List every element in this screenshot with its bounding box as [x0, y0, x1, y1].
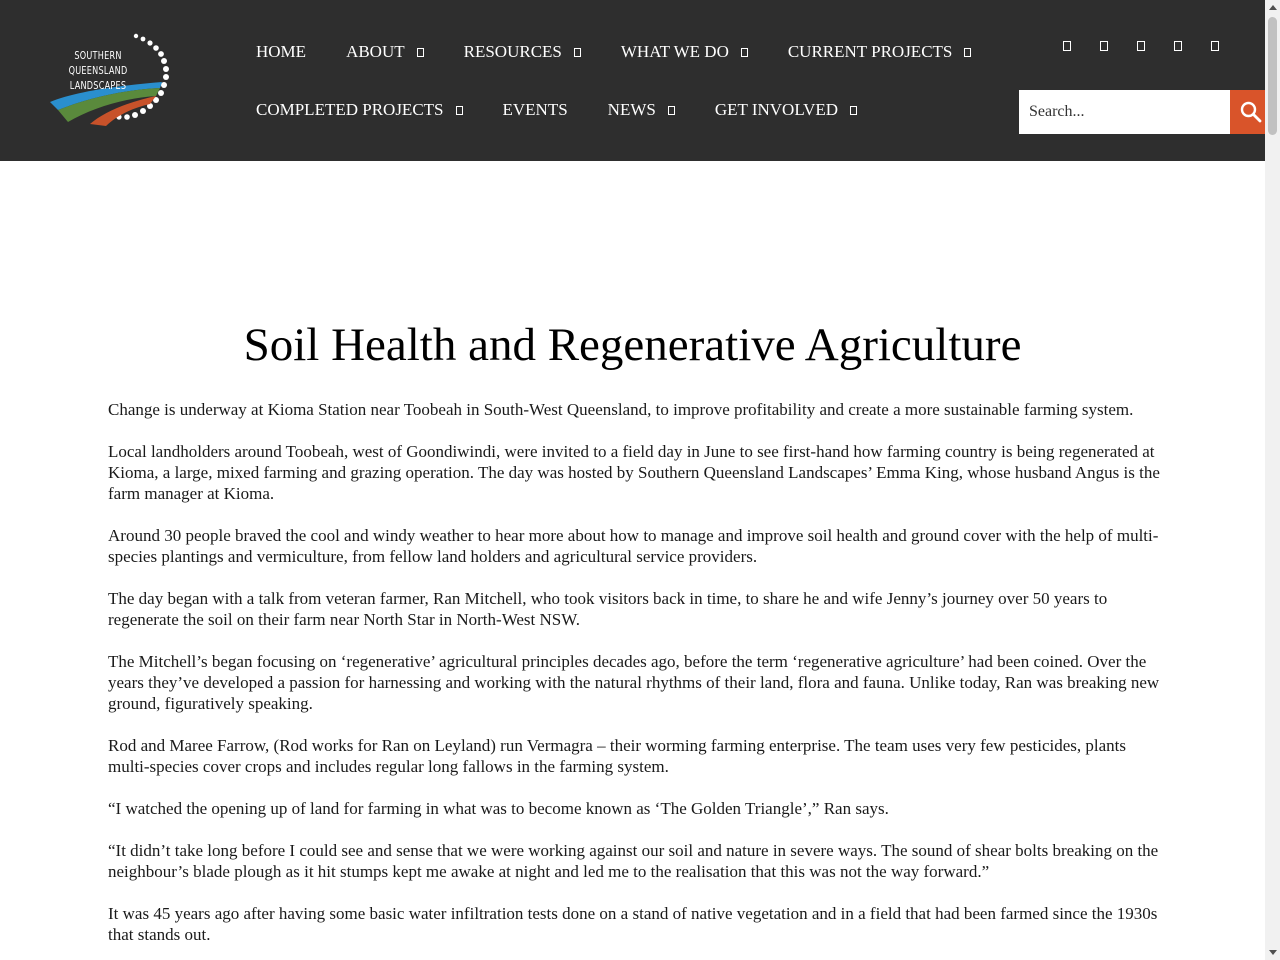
page-title: Soil Health and Regenerative Agriculture — [243, 319, 1022, 371]
main-nav-row-1 — [236, 37, 991, 67]
nav-item-resources[interactable] — [444, 42, 601, 62]
article-paragraph: Local landholders around Toobeah, west of Goondiwindi, were invited to a field day in June to see first-hand how farming country is being regenerated at Kioma, a large, mixed farming and grazing operation. The day was hosted by Southern Queensland Landscapes’ Emma King, whose husband Angus is the farm manager at Kioma. — [108, 442, 1160, 503]
article-paragraph: The Mitchell’s began focusing on ‘regenerative’ agricultural principles decades ago, before the term ‘regenerative agriculture’ had been coined. Over the years they’ve developed a passion for harnessing and working with the natural rhythms of their land, flora and fauna. Unlike today, Ran was breaking new ground, figuratively speaking. — [108, 652, 1160, 713]
nav-item-get-involved[interactable] — [695, 100, 877, 120]
nav-item-label: ABOUT — [346, 42, 405, 61]
social-icon-5[interactable] — [1211, 41, 1219, 51]
article-paragraph: It was 45 years ago after having some basic water infiltration tests done on a stand of native vegetation and in a field that had been farmed since the 1930s that stands out. — [108, 904, 1158, 944]
social-icon-3[interactable] — [1137, 41, 1145, 51]
search-form — [1019, 90, 1265, 134]
article-paragraph: “I watched the opening up of land for farming in what was to become known as ‘The Golden Triangle’,” Ran says. — [108, 799, 889, 818]
article-paragraph: “It didn’t take long before I could see and sense that we were working against our soil and nature in severe ways. The sound of shear bolts breaking on the neighbour’s blade plough as it hit stumps kept me awake at night and led me to the realisation that this was not the way forward.” — [108, 841, 1159, 881]
scrollbar-thumb[interactable] — [1268, 17, 1277, 135]
dropdown-icon — [668, 106, 675, 115]
logo-text — [48, 48, 148, 93]
nav-item-label: COMPLETED PROJECTS — [256, 100, 444, 119]
site-logo[interactable] — [44, 32, 194, 128]
nav-item-news[interactable] — [588, 100, 695, 120]
nav-item-current-projects[interactable] — [768, 42, 992, 62]
nav-item-label: NEWS — [607, 100, 656, 119]
article-paragraph: Around 30 people braved the cool and windy weather to hear more about how to manage and improve soil health and ground cover with the help of multi-species plantings and vermiculture, from fellow land holders and agricultural service providers. — [108, 526, 1159, 566]
nav-item-label: RESOURCES — [463, 42, 562, 61]
article-paragraph: Change is underway at Kioma Station near Toobeah in South-West Queensland, to improve profitability and create a more sustainable farming system. — [108, 400, 1134, 419]
nav-item-what-we-do[interactable] — [601, 42, 768, 62]
article-body — [108, 399, 1168, 960]
search-icon — [1240, 101, 1262, 123]
scroll-up-button[interactable] — [1265, 0, 1280, 15]
dropdown-icon — [741, 48, 748, 57]
nav-item-label: WHAT WE DO — [620, 42, 729, 61]
dropdown-icon — [417, 48, 424, 57]
nav-item-label: GET INVOLVED — [714, 100, 839, 119]
arrow-down-icon — [1269, 950, 1277, 955]
social-links — [1063, 41, 1219, 51]
dropdown-icon — [850, 106, 857, 115]
site-header — [0, 0, 1265, 161]
search-input[interactable] — [1019, 90, 1230, 134]
logo-line-2: LANDSCAPES — [69, 79, 127, 92]
nav-item-about[interactable] — [326, 42, 444, 62]
dropdown-icon — [964, 48, 971, 57]
dropdown-icon — [456, 106, 463, 115]
nav-item-label: CURRENT PROJECTS — [787, 42, 953, 61]
article-paragraph: The day began with a talk from veteran farmer, Ran Mitchell, who took visitors back in time, to share he and wife Jenny’s journey over 50 years to regenerate the soil on their farm near North Star in North-West NSW. — [108, 589, 1108, 629]
nav-item-label: HOME — [256, 42, 307, 61]
arrow-up-icon — [1269, 5, 1277, 10]
vertical-scrollbar[interactable] — [1265, 0, 1280, 960]
nav-item-home[interactable] — [236, 42, 326, 62]
main-nav-row-2 — [236, 95, 877, 125]
nav-item-events[interactable] — [483, 100, 588, 120]
social-icon-1[interactable] — [1063, 41, 1071, 51]
dropdown-icon — [574, 48, 581, 57]
logo-line-1: SOUTHERN QUEENSLAND — [68, 49, 128, 77]
social-icon-4[interactable] — [1174, 41, 1182, 51]
social-icon-2[interactable] — [1100, 41, 1108, 51]
nav-item-label: EVENTS — [502, 100, 568, 119]
scroll-down-button[interactable] — [1265, 945, 1280, 960]
nav-item-completed-projects[interactable] — [236, 100, 483, 120]
search-button[interactable] — [1230, 90, 1265, 134]
article-paragraph: Rod and Maree Farrow, (Rod works for Ran on Leyland) run Vermagra – their worming farming enterprise. The team uses very few pesticides, plants multi-species cover crops and includes regular long fallows in the farming system. — [108, 736, 1126, 776]
